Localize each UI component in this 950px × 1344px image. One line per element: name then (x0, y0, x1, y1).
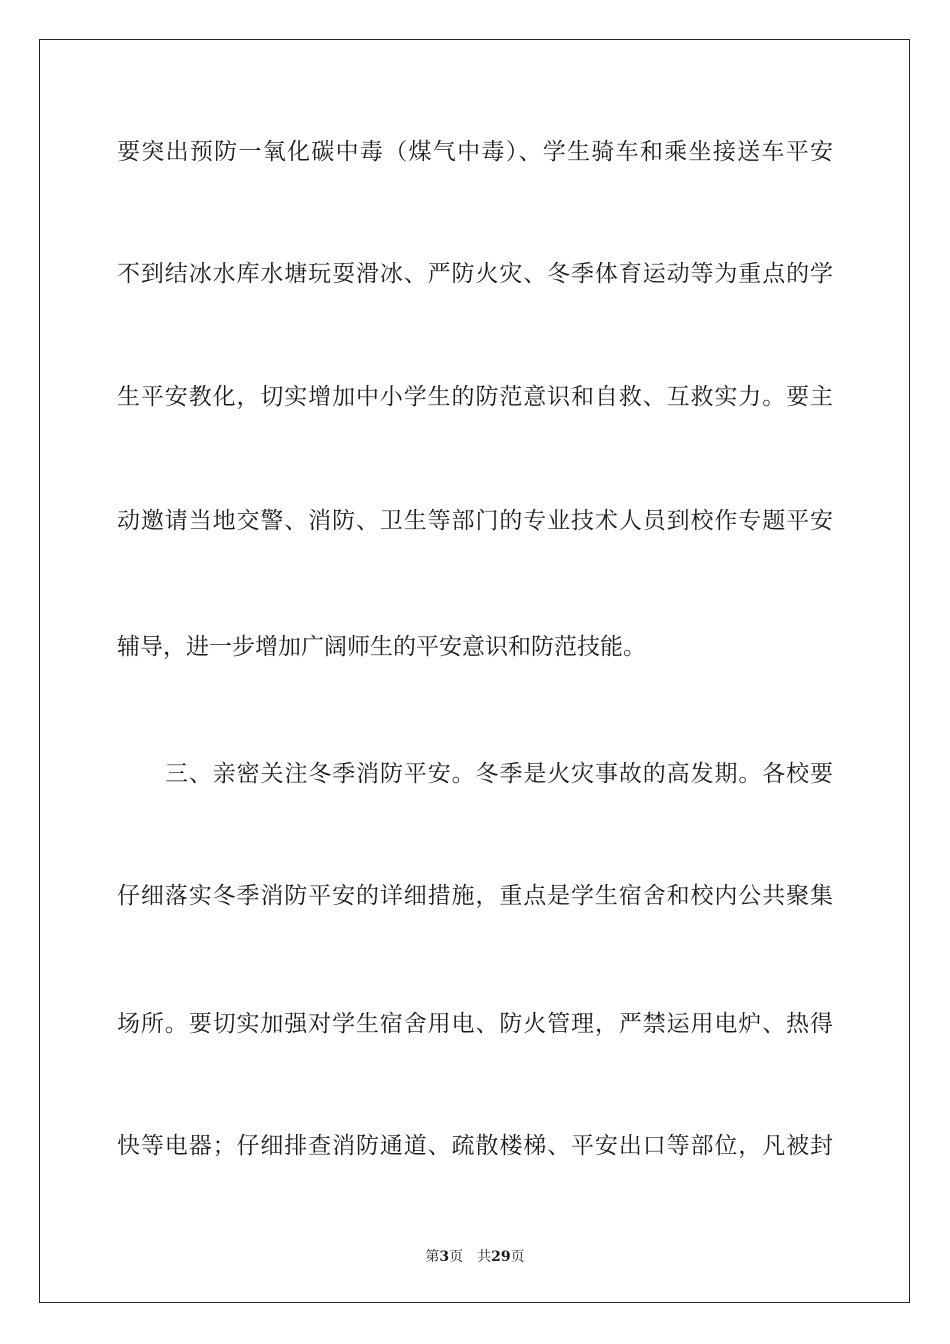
page-footer (0, 1248, 950, 1266)
text-line: 辅导，进一步增加广阔师生的平安意识和防范技能。 (117, 634, 646, 660)
page-suffix: 页 (449, 1249, 464, 1265)
page-border (39, 39, 910, 1303)
text-line: 不到结冰水库水塘玩耍滑冰、严防火灾、冬季体育运动等为重点的学 (117, 261, 833, 287)
page-prefix: 第 (425, 1249, 440, 1265)
text-line: 场所。要切实加强对学生宿舍用电、防火管理，严禁运用电炉、热得 (117, 1011, 833, 1037)
text-line: 生平安教化，切实增加中小学生的防范意识和自救、互救实力。要主 (117, 384, 833, 410)
text-line: 要突出预防一氧化碳中毒（煤气中毒）、学生骑车和乘坐接送车平安 (117, 139, 833, 165)
total-suffix: 页 (510, 1249, 525, 1265)
total-pages: 29 (491, 1249, 511, 1265)
text-line: 快等电器；仔细排查消防通道、疏散楼梯、平安出口等部位，凡被封 (117, 1133, 833, 1159)
page-number: 3 (439, 1249, 450, 1265)
text-line: 动邀请当地交警、消防、卫生等部门的专业技术人员到校作专题平安 (117, 508, 833, 534)
paragraph-first-line: 三、亲密关注冬季消防平安。冬季是火灾事故的高发期。各校要 (165, 761, 833, 787)
text-line: 仔细落实冬季消防平安的详细措施，重点是学生宿舍和校内公共聚集 (117, 883, 833, 909)
total-prefix: 共 (477, 1249, 492, 1265)
